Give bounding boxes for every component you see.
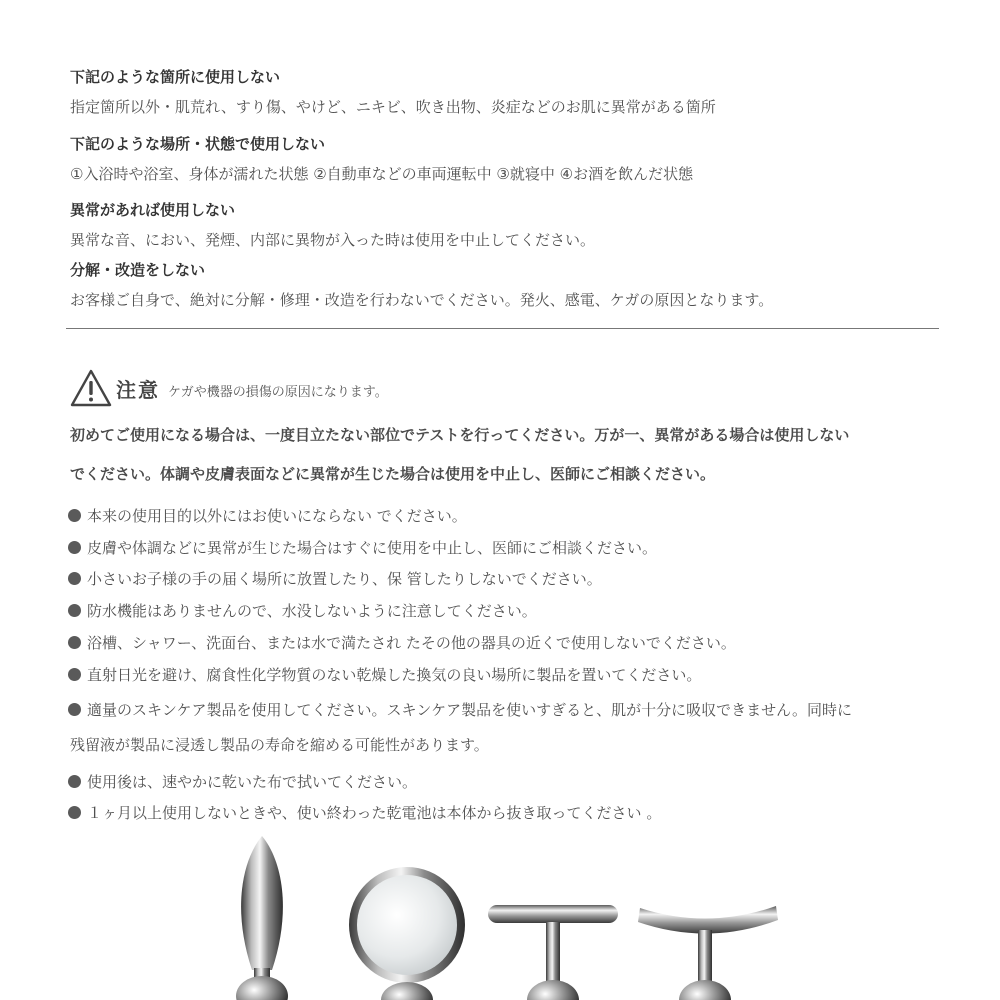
warning-body: お客様ご自身で、絶対に分解・修理・改造を行わないでください。発火、感電、ケガの原因となります。 — [70, 291, 774, 309]
caution-intro-line-2: でください。体調や皮膚表面などに異常が生じた場合は使用を中止し、医師にご相談ください。 — [70, 465, 716, 483]
caution-bullet — [68, 664, 948, 685]
caution-bullet — [68, 600, 948, 621]
warning-body: ①入浴時や浴室、身体が濡れた状態 ②自動車などの車両運転中 ③就寝中 ④お酒を飲んだ状態 — [70, 165, 694, 183]
bullet-dot — [68, 541, 81, 554]
bullet-dot — [68, 806, 81, 819]
warning-body: 異常な音、におい、発煙、内部に異物が入った時は使用を中止してください。 — [70, 231, 596, 249]
bullet-text: 適量のスキンケア製品を使用してください。スキンケア製品を使いすぎると、肌が十分に吸収できません。同時に — [87, 701, 853, 719]
section-divider — [66, 328, 939, 329]
bullet-dot — [68, 775, 81, 788]
caution-bullet — [68, 699, 948, 720]
caution-bullet — [68, 802, 948, 823]
warning-block-1 — [70, 66, 950, 117]
bullet-text: 使用後は、速やかに乾いた布で拭いてください。 — [87, 773, 418, 791]
bullet-text: 本来の使用目的以外にはお使いにならない でください。 — [87, 507, 467, 525]
bullet-dot — [68, 509, 81, 522]
bullet-text: 防水機能はありませんので、水没しないように注意してください。 — [87, 602, 537, 620]
caution-header — [70, 368, 388, 408]
warning-heading: 下記のような箇所に使用しない — [70, 68, 281, 86]
caution-subtitle: ケガや機器の損傷の原因になります。 — [168, 384, 388, 400]
caution-bullet — [68, 568, 948, 589]
warning-body: 指定箇所以外・肌荒れ、すり傷、やけど、ニキビ、吹き出物、炎症などのお肌に異常がある箇所 — [70, 98, 716, 116]
bullet-text: １ヶ月以上使用しないときや、使い終わった乾電池は本体から抜き取ってください 。 — [87, 804, 662, 822]
t-bar-roller-head — [488, 905, 618, 1000]
round-stone-roller-head — [349, 867, 465, 1000]
caution-bullet-continuation: 残留液が製品に浸透し製品の寿命を縮める可能性があります。 — [70, 736, 489, 754]
bullet-text: 小さいお子様の手の届く場所に放置したり、保 管したりしないでください。 — [87, 570, 602, 588]
warning-block-3 — [70, 199, 950, 250]
caution-bullet — [68, 771, 948, 792]
warning-block-4 — [70, 259, 950, 310]
caution-bullet — [68, 632, 948, 653]
caution-bullet — [68, 505, 948, 526]
bullet-text: 浴槽、シャワー、洗面台、または水で満たされ たその他の器具の近くで使用しないでください。 — [87, 634, 736, 652]
bullet-dot — [68, 572, 81, 585]
warning-heading: 下記のような場所・状態で使用しない — [70, 135, 326, 153]
bullet-dot — [68, 604, 81, 617]
warning-heading: 異常があれば使用しない — [70, 201, 236, 219]
caution-title: 注意 — [116, 377, 160, 402]
warning-heading: 分解・改造をしない — [70, 261, 206, 279]
bullet-text: 直射日光を避け、腐食性化学物質のない乾燥した換気の良い場所に製品を置いてください。 — [87, 666, 702, 684]
caution-bullet — [68, 537, 948, 558]
caution-intro-line-1: 初めてご使用になる場合は、一度目立たない部位でテストを行ってください。万が一、異常がある場合は使用しない — [70, 426, 850, 444]
curved-t-bar-roller-head — [638, 906, 778, 1000]
pointed-roller-head — [236, 836, 288, 1000]
warning-block-2 — [70, 133, 950, 184]
bullet-dot — [68, 703, 81, 716]
bullet-text: 皮膚や体調などに異常が生じた場合はすぐに使用を中止し、医師にご相談ください。 — [87, 539, 658, 557]
warning-triangle-icon — [70, 369, 112, 407]
product-heads-image — [220, 830, 800, 1000]
bullet-dot — [68, 636, 81, 649]
bullet-dot — [68, 668, 81, 681]
